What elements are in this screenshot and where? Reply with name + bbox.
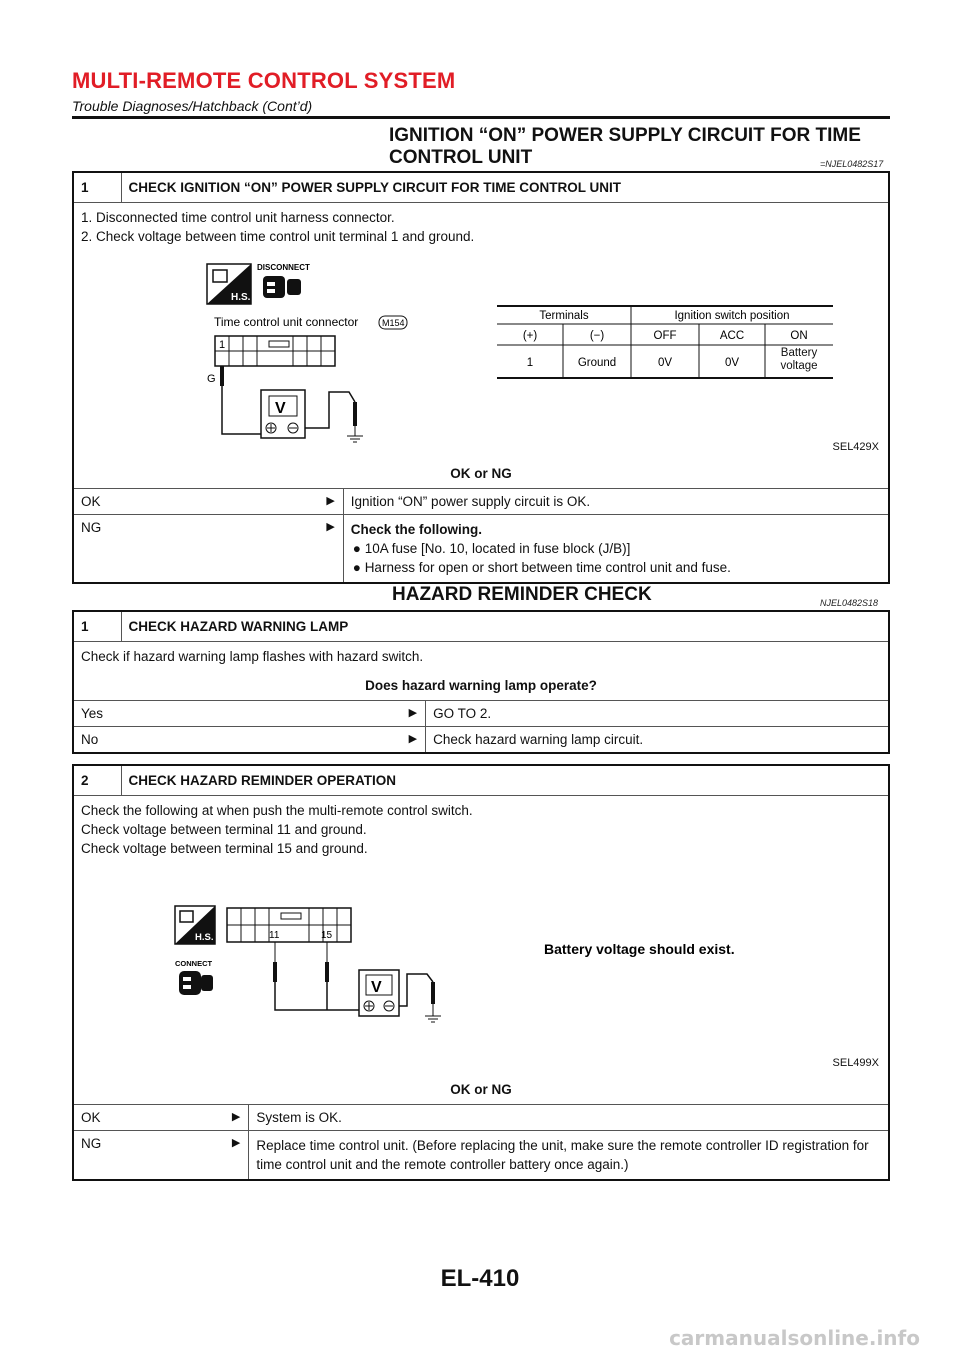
result-row-no <box>73 727 889 754</box>
result-action <box>343 515 889 584</box>
bullet-text: Harness for open or short between time control unit and fuse. <box>364 560 731 575</box>
decision-question: OK or NG <box>450 466 512 481</box>
result-action: Replace time control unit. (Before replacing the unit, make sure the remote controller ID registration for time control unit and the remote controller battery once again.) <box>249 1131 889 1181</box>
result-action: System is OK. <box>249 1105 889 1131</box>
step-number: 1 <box>73 611 121 642</box>
page-title: MULTI-REMOTE CONTROL SYSTEM <box>72 68 456 93</box>
terminal-label: 1 <box>219 339 226 351</box>
result-label: NG <box>73 515 289 584</box>
instruction-line: Check if hazard warning lamp flashes with hazard switch. <box>81 649 424 664</box>
watermark: carmanualsonline.info <box>669 1326 920 1350</box>
decision-question: OK or NG <box>450 1082 512 1097</box>
cell-off: 0V <box>657 357 673 369</box>
result-row-ng <box>73 1131 889 1181</box>
position-header: Ignition switch position <box>674 310 790 322</box>
step-body <box>73 203 889 489</box>
arrow-right-icon: ▶ <box>289 515 343 584</box>
disconnect-icon <box>257 263 310 298</box>
step-header-row <box>73 765 889 796</box>
header-rule <box>72 116 890 119</box>
connect-icon <box>175 959 213 995</box>
instruction-line: Check voltage between terminal 15 and ground. <box>81 841 368 856</box>
arrow-right-icon: ▶ <box>195 1131 249 1181</box>
arrow-right-icon: ▶ <box>372 727 426 754</box>
terminal-a-label: 11 <box>269 930 280 941</box>
section-title-ignition <box>389 125 861 169</box>
result-label: OK <box>73 489 289 515</box>
bullet-icon: ● <box>352 541 365 556</box>
result-label: NG <box>73 1131 195 1181</box>
cell-acc: 0V <box>724 357 740 369</box>
step-title: CHECK HAZARD WARNING LAMP <box>121 611 889 642</box>
result-action: Ignition “ON” power supply circuit is OK. <box>343 489 889 515</box>
terminal-voltage-table <box>497 306 833 378</box>
figure-code: SEL429X <box>832 441 879 453</box>
page-header <box>72 68 890 114</box>
instruction-line: Check voltage between terminal 11 and ground. <box>81 822 367 837</box>
arrow-right-icon: ▶ <box>372 701 426 727</box>
result-row-ok <box>73 1105 889 1131</box>
decision-question: Does hazard warning lamp operate? <box>365 678 597 693</box>
figure-code: SEL499X <box>832 1057 879 1069</box>
connect-label: CONNECT <box>175 959 213 968</box>
cell-terminal: 1 <box>526 357 534 369</box>
connector-id-badge <box>379 316 407 329</box>
meter-label: V <box>371 979 382 996</box>
step-body-row <box>73 203 889 489</box>
ground-icon <box>347 426 363 442</box>
bullet-item <box>351 539 881 558</box>
instruction-line: Check the following at when push the multi-remote control switch. <box>81 803 473 818</box>
hs-label: H.S. <box>231 292 251 303</box>
cell-ground: Ground <box>577 357 617 369</box>
voltmeter-icon <box>359 970 399 1016</box>
subheader-plus: (+) <box>522 330 538 342</box>
result-label: OK <box>73 1105 195 1131</box>
result-row-yes <box>73 701 889 727</box>
wiring-diagram <box>81 858 885 1070</box>
section-title-line2: CONTROL UNIT <box>389 147 533 168</box>
disconnect-label: DISCONNECT <box>257 263 310 272</box>
step-header-row <box>73 172 889 203</box>
step-body <box>73 796 889 1105</box>
hs-label: H.S. <box>195 932 214 943</box>
arrow-right-icon: ▶ <box>195 1105 249 1131</box>
procedure-table-ignition <box>72 171 890 584</box>
page-number: EL-410 <box>440 1265 520 1292</box>
result-label: No <box>73 727 372 754</box>
connector-face <box>215 336 335 366</box>
bullet-item <box>351 558 881 577</box>
bullet-text: 10A fuse [No. 10, located in fuse block (J/B)] <box>364 541 631 556</box>
instruction-line: 2. Check voltage between time control unit terminal 1 and ground. <box>81 229 475 244</box>
connector-face <box>227 908 351 942</box>
cell-on-wrapper <box>765 347 833 377</box>
result-action: GO TO 2. <box>426 701 889 727</box>
voltmeter-icon <box>261 390 305 438</box>
procedure-table-hazard-lamp <box>72 610 890 754</box>
result-row-ng <box>73 515 889 584</box>
arrow-right-icon: ▶ <box>289 489 343 515</box>
step-header-row <box>73 611 889 642</box>
step-title: CHECK HAZARD REMINDER OPERATION <box>121 765 889 796</box>
step-body-row <box>73 642 889 701</box>
figure-note: Battery voltage should exist. <box>544 941 735 957</box>
connector-label: Time control unit connector <box>214 315 359 329</box>
terminal-b-label: 15 <box>321 930 333 941</box>
action-title: Check the following. <box>350 522 483 537</box>
section-title-hazard: HAZARD REMINDER CHECK <box>392 584 652 605</box>
terminals-header: Terminals <box>539 310 589 322</box>
result-action: Check hazard warning lamp circuit. <box>426 727 889 754</box>
reference-code: NJEL0482S18 <box>820 598 879 608</box>
subheader-on: ON <box>790 330 808 342</box>
meter-label: V <box>275 400 286 417</box>
section-title-line1: IGNITION “ON” POWER SUPPLY CIRCUIT FOR TIME <box>389 125 861 146</box>
harness-side-icon <box>175 906 215 944</box>
step-title: CHECK IGNITION “ON” POWER SUPPLY CIRCUIT FOR TIME CONTROL UNIT <box>121 172 889 203</box>
subheader-minus: (−) <box>589 330 605 342</box>
wiring-diagram <box>81 246 885 454</box>
reference-code: =NJEL0482S17 <box>820 159 884 169</box>
ground-icon <box>425 1004 441 1022</box>
page-subtitle: Trouble Diagnoses/Hatchback (Cont’d) <box>72 98 313 114</box>
figure-hazard-reminder <box>81 858 881 1070</box>
subheader-acc: ACC <box>719 330 745 342</box>
connector-id: M154 <box>382 318 405 328</box>
result-label: Yes <box>73 701 372 727</box>
bullet-icon: ● <box>352 560 365 575</box>
step-number: 1 <box>73 172 121 203</box>
instruction-line: 1. Disconnected time control unit harness connector. <box>81 210 395 225</box>
step-body <box>73 642 889 701</box>
step-number: 2 <box>73 765 121 796</box>
step-body-row <box>73 796 889 1105</box>
harness-side-icon <box>207 264 251 304</box>
wire-label: G <box>207 373 216 385</box>
procedure-table-hazard-reminder <box>72 764 890 1181</box>
result-row-ok <box>73 489 889 515</box>
subheader-off: OFF <box>653 330 677 342</box>
cell-on: Battery voltage <box>780 347 818 372</box>
figure-ignition-circuit <box>81 246 881 454</box>
